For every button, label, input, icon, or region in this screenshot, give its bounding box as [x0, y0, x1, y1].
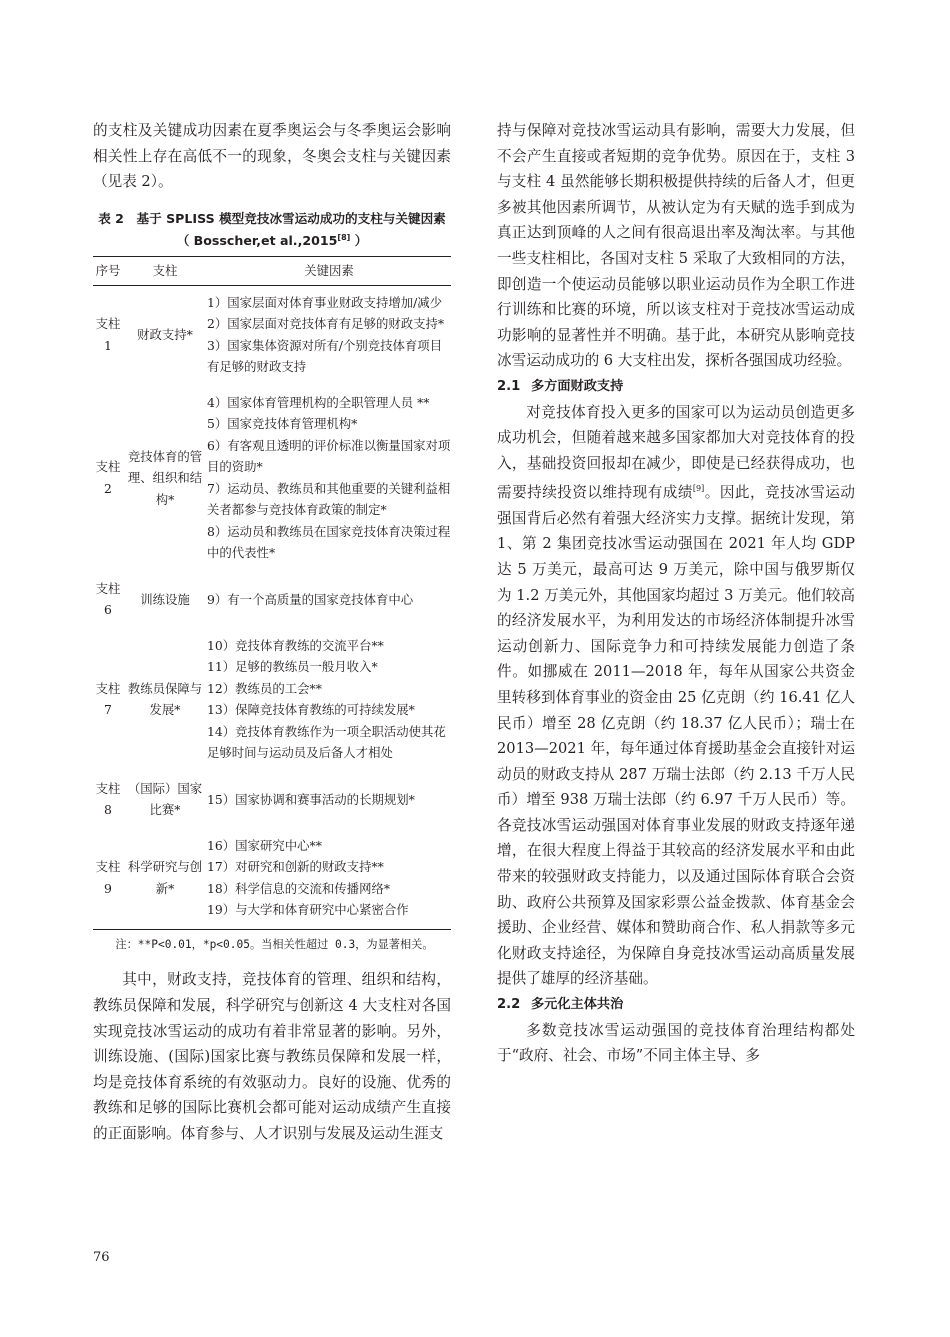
- body-paragraph: 其中，财政支持，竞技体育的管理、组织和结构，教练员保障和发展，科学研究与创新这 4 大支柱对各国实现竞技冰雪运动的成功有着非常显著的影响。另外，训练设施、(国际)国家比赛与教练员保障和发展一样，均是竞技体育系统的有效驱动力。良好的设施、优秀的教练和足够的国际比赛机会都可能对运动成绩产生直接的正面影响。体育参与、人才识别与发展及运动生涯支: [93, 971, 451, 1143]
- factor-item: 1）国家层面对体育事业财政支持增加/减少: [207, 294, 443, 310]
- factor-item: 13）保障竞技体育教练的可持续发展*: [207, 702, 415, 718]
- row-pillar: 财政支持*: [137, 327, 193, 343]
- page-number: 76: [93, 1250, 110, 1265]
- factor-item: 19）与大学和体育研究中心紧密合作: [207, 902, 409, 918]
- row-number: 支柱 6: [95, 580, 121, 618]
- caption-tail: ）: [350, 232, 368, 248]
- row-number: 支柱 7: [95, 680, 121, 718]
- row-number: 支柱 1: [95, 316, 121, 353]
- factor-item: 5）国家竞技体育管理机构*: [207, 416, 358, 432]
- table-note: 注：**P<0.01，*p<0.05。当相关性超过 0.3，为显著相关。: [115, 937, 434, 951]
- factor-item: 9）有一个高质量的国家竞技体育中心: [207, 591, 414, 607]
- row-factors: [207, 772, 451, 829]
- body-paragraph: [497, 400, 855, 993]
- factor-item: 12）教练员的工会**: [207, 680, 322, 696]
- factor-item: 16）国家研究中心**: [207, 837, 322, 853]
- intro-paragraph: 的支柱及关键成功因素在夏季奥运会与冬季奥运会影响相关性上存在高低不一的现象，冬奥会支柱与关键因素（见表 2）。: [93, 122, 451, 191]
- row-pillar: 训练设施: [140, 591, 190, 607]
- pillar-table: [93, 256, 451, 930]
- left-column: [93, 118, 451, 1147]
- factor-item: 18）科学信息的交流和传播网络*: [207, 880, 391, 896]
- header-factors: 关键因素: [304, 263, 354, 279]
- factor-item: 14）竞技体育教练作为一项全职活动使其花足够时间与运动员及后备人才相处: [207, 723, 446, 761]
- table-row: [93, 629, 451, 772]
- section-heading: [497, 992, 855, 1018]
- row-pillar: 竞技体育的管理、组织和结构*: [127, 448, 203, 507]
- caption-citation: [8]: [337, 232, 351, 242]
- factor-item: 3）国家集体资源对所有/个别竞技体育项目有足够的财政支持: [207, 337, 443, 375]
- section-title: 多方面财政支持: [531, 378, 624, 394]
- row-pillar: 教练员保障与发展*: [127, 680, 203, 718]
- header-no: 序号: [95, 263, 121, 279]
- table-row: [93, 572, 451, 629]
- row-number: 支柱 9: [95, 859, 121, 896]
- row-factors: [207, 829, 451, 930]
- row-pillar: （国际）国家比赛*: [127, 780, 203, 818]
- header-pillar: 支柱: [152, 263, 178, 279]
- caption-text: 表 2 基于 SPLISS 模型竞技冰雪运动成功的支柱与关键因素（ Bosscher,et al.,2015: [98, 210, 446, 248]
- section-heading: [497, 374, 855, 400]
- factor-item: 15）国家协调和赛事活动的长期规划*: [207, 791, 415, 807]
- body-paragraph: 持与保障对竞技冰雪运动具有影响，需要大力发展，但不会产生直接或者短期的竞争优势。原因在于，支柱 3 与支柱 4 虽然能够长期积极提供持续的后备人才，但更多被其他因素所调节，从被认定为有天赋的选手到成为真正达到顶峰的人之间有很高退出率及淘汰率。与其他一些支柱相比，各国对支柱 5 采取了大致相同的方法，即创造一个使运动员能够以职业运动员作为全职工作进行训练和比赛的环境，所以该支柱对于竞技冰雪运动成功影响的显著性并不明确。基于此，本研究从影响竞技冰雪运动成功的 6 大支柱出发，探析各强国成功经验。: [497, 122, 855, 370]
- row-factors: [207, 629, 451, 772]
- table-row: [93, 285, 451, 386]
- factor-item: 4）国家体育管理机构的全职管理人员 **: [207, 394, 430, 410]
- factor-item: 7）运动员、教练员和其他重要的关键利益相关者都参与竞技体育政策的制定*: [207, 480, 451, 518]
- paragraph-text: 对竞技体育投入更多的国家可以为运动员创造更多成功机会，但随着越来越多国家都加大对竞技体育的投入，基础投资回报却在减少，即使是已经获得成功，也需要持续投资以维持现有成绩: [497, 403, 855, 502]
- table-header-row: [93, 256, 451, 285]
- right-column: [497, 118, 855, 1069]
- table-row: [93, 772, 451, 829]
- row-number: 支柱 2: [95, 459, 121, 496]
- section-title: 多元化主体共治: [531, 997, 624, 1013]
- row-factors: [207, 572, 451, 629]
- table-caption: [93, 209, 451, 250]
- factor-item: 10）竞技体育教练的交流平台**: [207, 637, 384, 653]
- row-factors: [207, 386, 451, 572]
- factor-item: 8）运动员和教练员在国家竞技体育决策过程中的代表性*: [207, 523, 451, 561]
- table-row: [93, 386, 451, 572]
- section-number: 2.1: [497, 378, 521, 394]
- row-pillar: 科学研究与创新*: [127, 859, 203, 896]
- factor-item: 11）足够的教练员一般月收入*: [207, 659, 378, 675]
- factor-item: 2）国家层面对竞技体育有足够的财政支持*: [207, 316, 445, 332]
- factor-item: 17）对研究和创新的财政支持**: [207, 859, 384, 875]
- section-number: 2.2: [497, 997, 521, 1013]
- table-row: [93, 829, 451, 930]
- row-factors: [207, 285, 451, 386]
- body-paragraph: 多数竞技冰雪运动强国的竞技体育治理结构都处于“政府、社会、市场”不同主体主导、多: [497, 1021, 855, 1065]
- factor-item: 6）有客观且透明的评价标准以衡量国家对项目的资助*: [207, 437, 451, 475]
- citation: [9]: [692, 484, 705, 494]
- row-number: 支柱 8: [95, 780, 121, 818]
- paragraph-text: 。因此，竞技冰雪运动强国背后必然有着强大经济实力支撑。据统计发现，第 1、第 2 集团竞技冰雪运动强国在 2021 年人均 GDP 达 5 万美元，最高可达 9 万美元，除中国与俄罗斯仅为 1.2 万美元外，其他国家均超过 3 万美元。他们较高的经济发展水平，为利用发达的市场经济体制提升冰雪运动创新力、国际竞争力和可持续发展能力创造了条件。如挪威在 2011—2018 年，每年从国家公共资金里转移到体育事业的资金由 25 亿克朗（约 16.41 亿人民币）增至 28 亿克朗（约 18.37 亿人民币）；瑞士在 2013—2021 年，每年通过体育援助基金会直接针对运动员的财政支持从 287 万瑞士法郎（约 2.13 千万人民币）增至 938 万瑞士法郎（约 6.97 千万人民币）等。各竞技冰雪运动强国对体育事业发展的财政支持逐年递增，在很大程度上得益于其较高的经济发展水平和由此带来的较强财政支持能力，以及通过国际体育联合会资助、政府公共预算及国家彩票公益金拨款、体育基金会援助、企业经营、媒体和赞助商合作、私人捐款等多元化财政支持途径，为保障自身竞技冰雪运动高质量发展提供了雄厚的经济基础。: [497, 484, 855, 988]
